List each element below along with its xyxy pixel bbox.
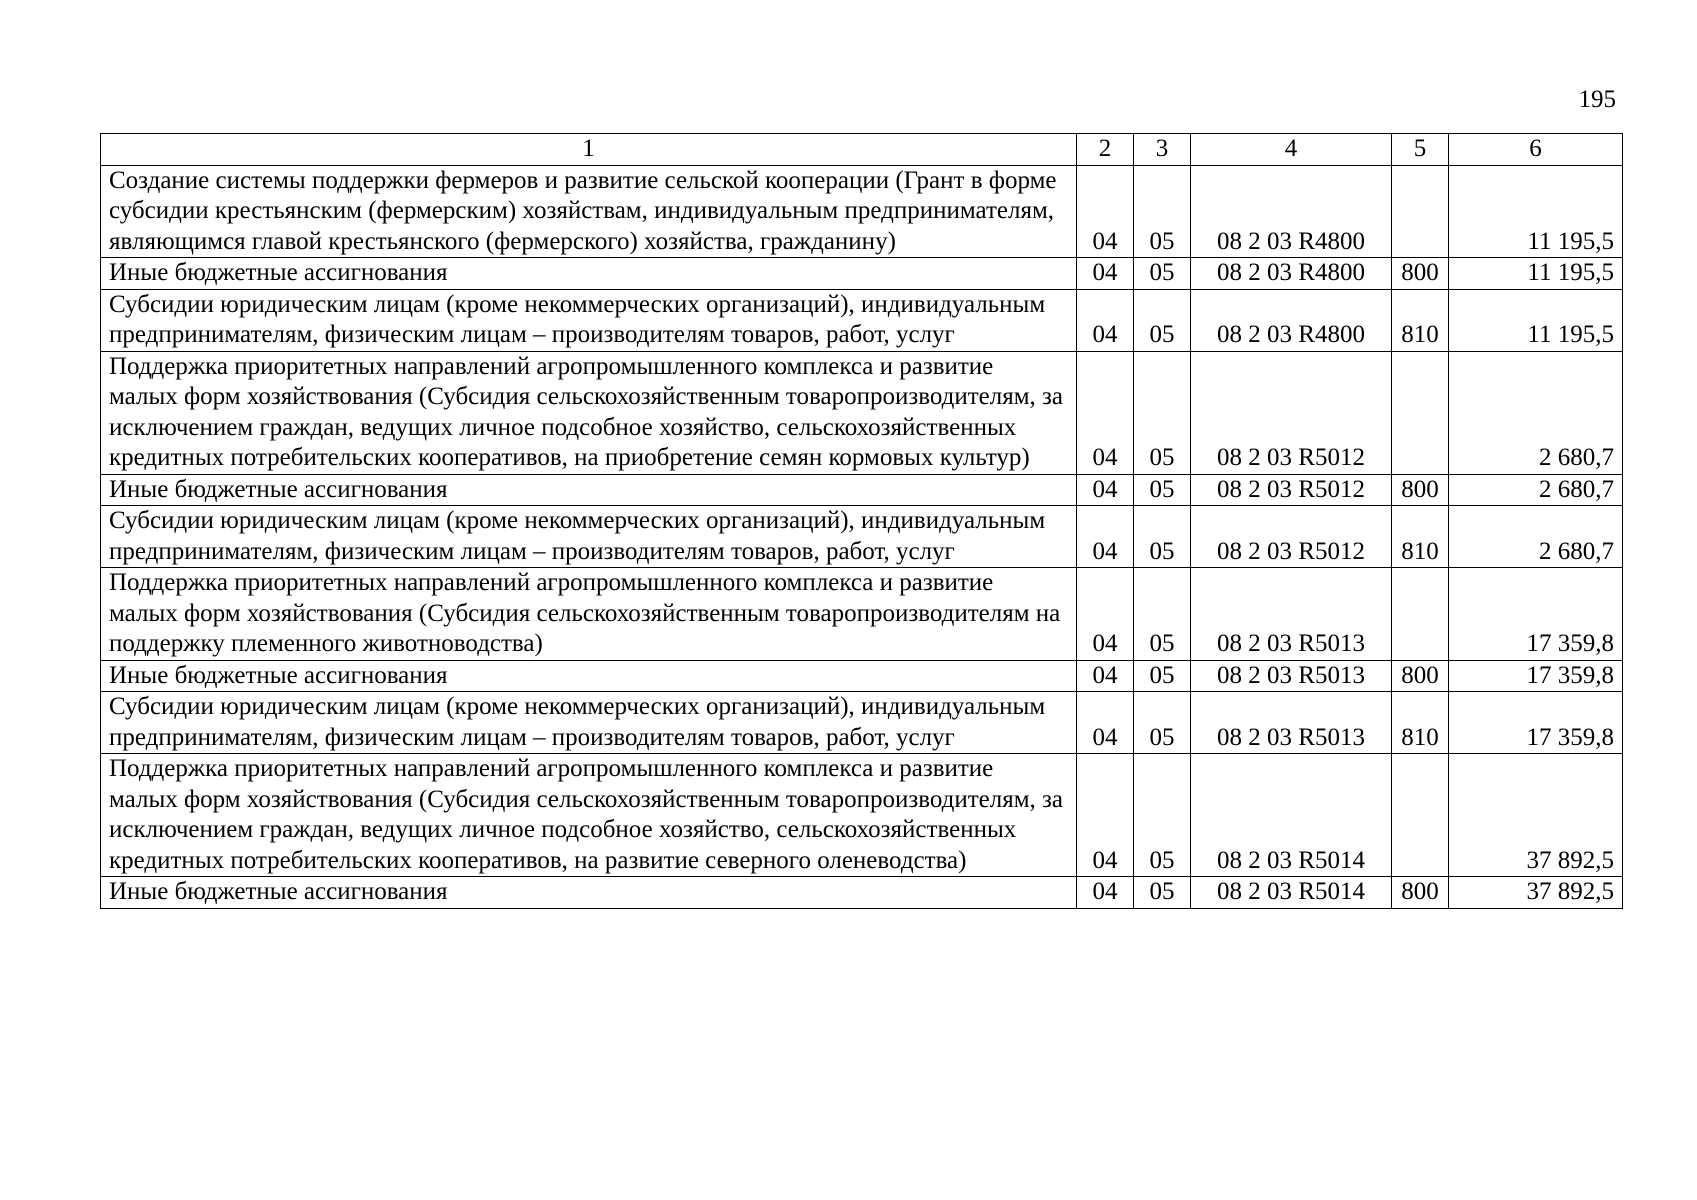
column-header-5: 5 bbox=[1392, 134, 1449, 166]
row-col2: 04 bbox=[1077, 165, 1134, 258]
table-row bbox=[101, 877, 1623, 909]
row-col4: 08 2 03 R5013 bbox=[1191, 568, 1392, 661]
row-col4: 08 2 03 R5012 bbox=[1191, 351, 1392, 474]
table-row bbox=[101, 474, 1623, 506]
table-row bbox=[101, 165, 1623, 258]
row-amount: 11 195,5 bbox=[1449, 289, 1623, 351]
table-row bbox=[101, 568, 1623, 661]
row-col4: 08 2 03 R5013 bbox=[1191, 692, 1392, 754]
row-name: Иные бюджетные ассигнования bbox=[101, 474, 1077, 506]
row-col4: 08 2 03 R5014 bbox=[1191, 754, 1392, 877]
table-row bbox=[101, 289, 1623, 351]
row-name: Поддержка приоритетных направлений агропромышленного комплекса и развитие малых форм хозяйствования (Субсидия сельскохозяйственным товаропроизводителям, за исключением граждан, ведущих личное подсобное хозяйство, сельскохозяйственных кредитных потребительских кооперативов, на развитие северного оленеводства) bbox=[101, 754, 1077, 877]
row-col5: 800 bbox=[1392, 877, 1449, 909]
row-col3: 05 bbox=[1134, 258, 1191, 290]
row-col5 bbox=[1392, 754, 1449, 877]
column-header-4: 4 bbox=[1191, 134, 1392, 166]
row-col3: 05 bbox=[1134, 165, 1191, 258]
row-col3: 05 bbox=[1134, 568, 1191, 661]
row-col2: 04 bbox=[1077, 351, 1134, 474]
row-col5 bbox=[1392, 351, 1449, 474]
row-col5: 810 bbox=[1392, 692, 1449, 754]
table-row bbox=[101, 506, 1623, 568]
column-header-6: 6 bbox=[1449, 134, 1623, 166]
row-col4: 08 2 03 R4800 bbox=[1191, 258, 1392, 290]
row-col5 bbox=[1392, 568, 1449, 661]
row-amount: 17 359,8 bbox=[1449, 660, 1623, 692]
budget-table bbox=[100, 133, 1623, 909]
table-row bbox=[101, 351, 1623, 474]
column-header-1: 1 bbox=[101, 134, 1077, 166]
row-col3: 05 bbox=[1134, 877, 1191, 909]
row-col5 bbox=[1392, 165, 1449, 258]
row-amount: 2 680,7 bbox=[1449, 506, 1623, 568]
table-row bbox=[101, 754, 1623, 877]
row-col3: 05 bbox=[1134, 754, 1191, 877]
row-col2: 04 bbox=[1077, 692, 1134, 754]
row-name: Поддержка приоритетных направлений агропромышленного комплекса и развитие малых форм хозяйствования (Субсидия сельскохозяйственным товаропроизводителям на поддержку племенного животноводства) bbox=[101, 568, 1077, 661]
row-col5: 810 bbox=[1392, 506, 1449, 568]
row-name: Субсидии юридическим лицам (кроме некоммерческих организаций), индивидуальным предпринимателям, физическим лицам – производителям товаров, работ, услуг bbox=[101, 506, 1077, 568]
table-row bbox=[101, 660, 1623, 692]
row-amount: 17 359,8 bbox=[1449, 568, 1623, 661]
row-amount: 37 892,5 bbox=[1449, 877, 1623, 909]
row-col5: 800 bbox=[1392, 258, 1449, 290]
row-col4: 08 2 03 R5013 bbox=[1191, 660, 1392, 692]
row-name: Создание системы поддержки фермеров и развитие сельской кооперации (Грант в форме субсидии крестьянским (фермерским) хозяйствам, индивидуальным предпринимателям, являющимся главой крестьянского (фермерского) хозяйства, гражданину) bbox=[101, 165, 1077, 258]
column-header-2: 2 bbox=[1077, 134, 1134, 166]
row-col4: 08 2 03 R4800 bbox=[1191, 289, 1392, 351]
row-amount: 17 359,8 bbox=[1449, 692, 1623, 754]
row-col2: 04 bbox=[1077, 506, 1134, 568]
row-name: Иные бюджетные ассигнования bbox=[101, 660, 1077, 692]
row-amount: 11 195,5 bbox=[1449, 165, 1623, 258]
row-name: Поддержка приоритетных направлений агропромышленного комплекса и развитие малых форм хозяйствования (Субсидия сельскохозяйственным товаропроизводителям, за исключением граждан, ведущих личное подсобное хозяйство, сельскохозяйственных кредитных потребительских кооперативов, на приобретение семян кормовых культур) bbox=[101, 351, 1077, 474]
row-col5: 800 bbox=[1392, 474, 1449, 506]
row-col2: 04 bbox=[1077, 258, 1134, 290]
row-amount: 2 680,7 bbox=[1449, 351, 1623, 474]
row-col4: 08 2 03 R5012 bbox=[1191, 474, 1392, 506]
row-col2: 04 bbox=[1077, 289, 1134, 351]
row-col2: 04 bbox=[1077, 660, 1134, 692]
row-col3: 05 bbox=[1134, 692, 1191, 754]
column-header-3: 3 bbox=[1134, 134, 1191, 166]
row-col5: 800 bbox=[1392, 660, 1449, 692]
row-col4: 08 2 03 R5012 bbox=[1191, 506, 1392, 568]
row-col3: 05 bbox=[1134, 351, 1191, 474]
table-body bbox=[101, 165, 1623, 908]
row-col3: 05 bbox=[1134, 660, 1191, 692]
row-name: Иные бюджетные ассигнования bbox=[101, 877, 1077, 909]
table-row bbox=[101, 258, 1623, 290]
page-number: 195 bbox=[1578, 86, 1616, 113]
row-col4: 08 2 03 R5014 bbox=[1191, 877, 1392, 909]
row-name: Иные бюджетные ассигнования bbox=[101, 258, 1077, 290]
row-amount: 11 195,5 bbox=[1449, 258, 1623, 290]
row-amount: 2 680,7 bbox=[1449, 474, 1623, 506]
table-row bbox=[101, 692, 1623, 754]
row-col3: 05 bbox=[1134, 289, 1191, 351]
row-col3: 05 bbox=[1134, 506, 1191, 568]
table-header-row bbox=[101, 134, 1623, 166]
row-col3: 05 bbox=[1134, 474, 1191, 506]
row-col4: 08 2 03 R4800 bbox=[1191, 165, 1392, 258]
row-amount: 37 892,5 bbox=[1449, 754, 1623, 877]
row-col2: 04 bbox=[1077, 877, 1134, 909]
row-name: Субсидии юридическим лицам (кроме некоммерческих организаций), индивидуальным предпринимателям, физическим лицам – производителям товаров, работ, услуг bbox=[101, 692, 1077, 754]
row-name: Субсидии юридическим лицам (кроме некоммерческих организаций), индивидуальным предпринимателям, физическим лицам – производителям товаров, работ, услуг bbox=[101, 289, 1077, 351]
row-col2: 04 bbox=[1077, 474, 1134, 506]
row-col2: 04 bbox=[1077, 754, 1134, 877]
row-col5: 810 bbox=[1392, 289, 1449, 351]
row-col2: 04 bbox=[1077, 568, 1134, 661]
